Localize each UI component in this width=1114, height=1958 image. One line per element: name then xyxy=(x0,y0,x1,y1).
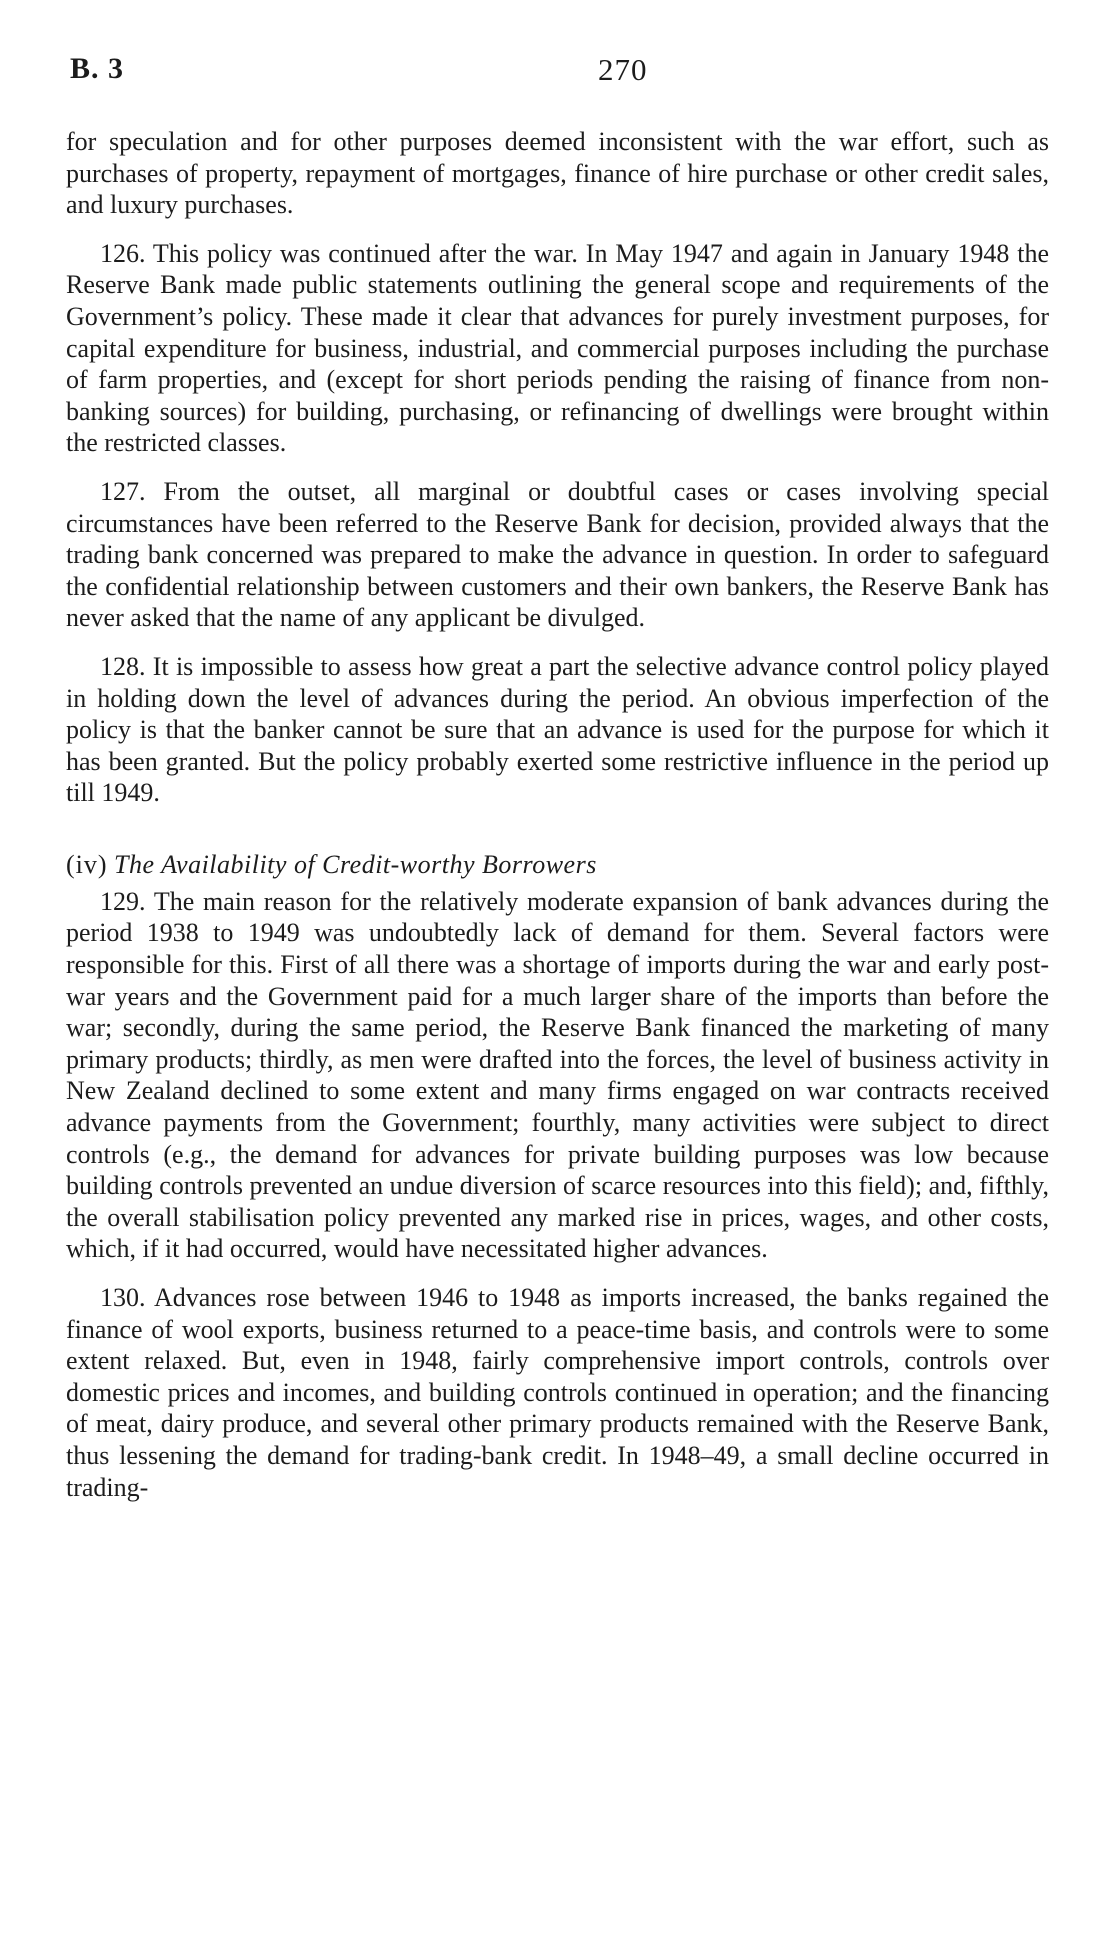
section-heading xyxy=(66,849,1049,881)
paragraph-129: 129. The main reason for the relatively moderate expansion of bank advances during the period 1938 to 1949 was undoubtedly lack of demand for them. Several factors were responsible for this. First of all there was a shortage of imports during the war and early post-war years and the Government paid for a much larger share of the imports than before the war; secondly, during the same period, the Reserve Bank financed the marketing of many primary products; thirdly, as men were drafted into the forces, the level of business activity in New Zealand declined to some extent and many firms engaged on war contracts received advance payments from the Government; fourthly, many activities were subject to direct controls (e.g., the demand for advances for private building purposes was low because building controls prevented an undue diversion of scarce resources into this field); and, fifthly, the overall stabilisation policy prevented any marked rise in prices, wages, and other costs, which, if it had occurred, would have necessitated higher advances. xyxy=(66,886,1049,1264)
page-body xyxy=(66,126,1049,1520)
paragraph-127: 127. From the outset, all marginal or doubtful cases or cases involving special circumstances have been referred to the Reserve Bank for decision, provided always that the trading bank concerned was prepared to make the advance in question. In order to safeguard the confidential relationship between customers and their own bankers, the Reserve Bank has never asked that the name of any applicant be divulged. xyxy=(66,476,1049,633)
page-number: 270 xyxy=(598,52,648,87)
section-number: (iv) xyxy=(66,849,108,879)
paragraph-continued: for speculation and for other purposes deemed inconsistent with the war effort, such as purchases of property, repayment of mortgages, finance of hire purchase or other credit sales, and luxury purchases. xyxy=(66,127,1049,220)
paragraph-126: 126. This policy was continued after the war. In May 1947 and again in January 1948 the Reserve Bank made public statements outlining the general scope and requirements of the Government’s policy. These made it clear that advances for purely investment purposes, for capital expenditure for business, industrial, and commercial purposes including the purchase of farm properties, and (except for short periods pending the raising of finance from non-banking sources) for building, purchasing, or refinancing of dwellings were brought within the restricted classes. xyxy=(66,238,1049,458)
paragraph-130: 130. Advances rose between 1946 to 1948 as imports increased, the banks regained the finance of wool exports, business returned to a peace-time basis, and controls were to some extent relaxed. But, even in 1948, fairly comprehensive import controls, controls over domestic prices and incomes, and building controls continued in operation; and the financing of meat, dairy produce, and several other primary products remained with the Reserve Bank, thus lessening the demand for trading-bank credit. In 1948–49, a small decline occurred in trading- xyxy=(66,1283,1049,1502)
section-title: The Availability of Credit-worthy Borrowers xyxy=(114,849,597,879)
document-reference: B. 3 xyxy=(70,52,125,85)
page-header xyxy=(70,52,1050,92)
paragraph-128: 128. It is impossible to assess how great a part the selective advance control policy played in holding down the level of advances during the period. An obvious imperfection of the policy is that the banker cannot be sure that an advance is used for the purpose for which it has been granted. But the policy probably exerted some restrictive influence in the period up till 1949. xyxy=(66,651,1049,808)
